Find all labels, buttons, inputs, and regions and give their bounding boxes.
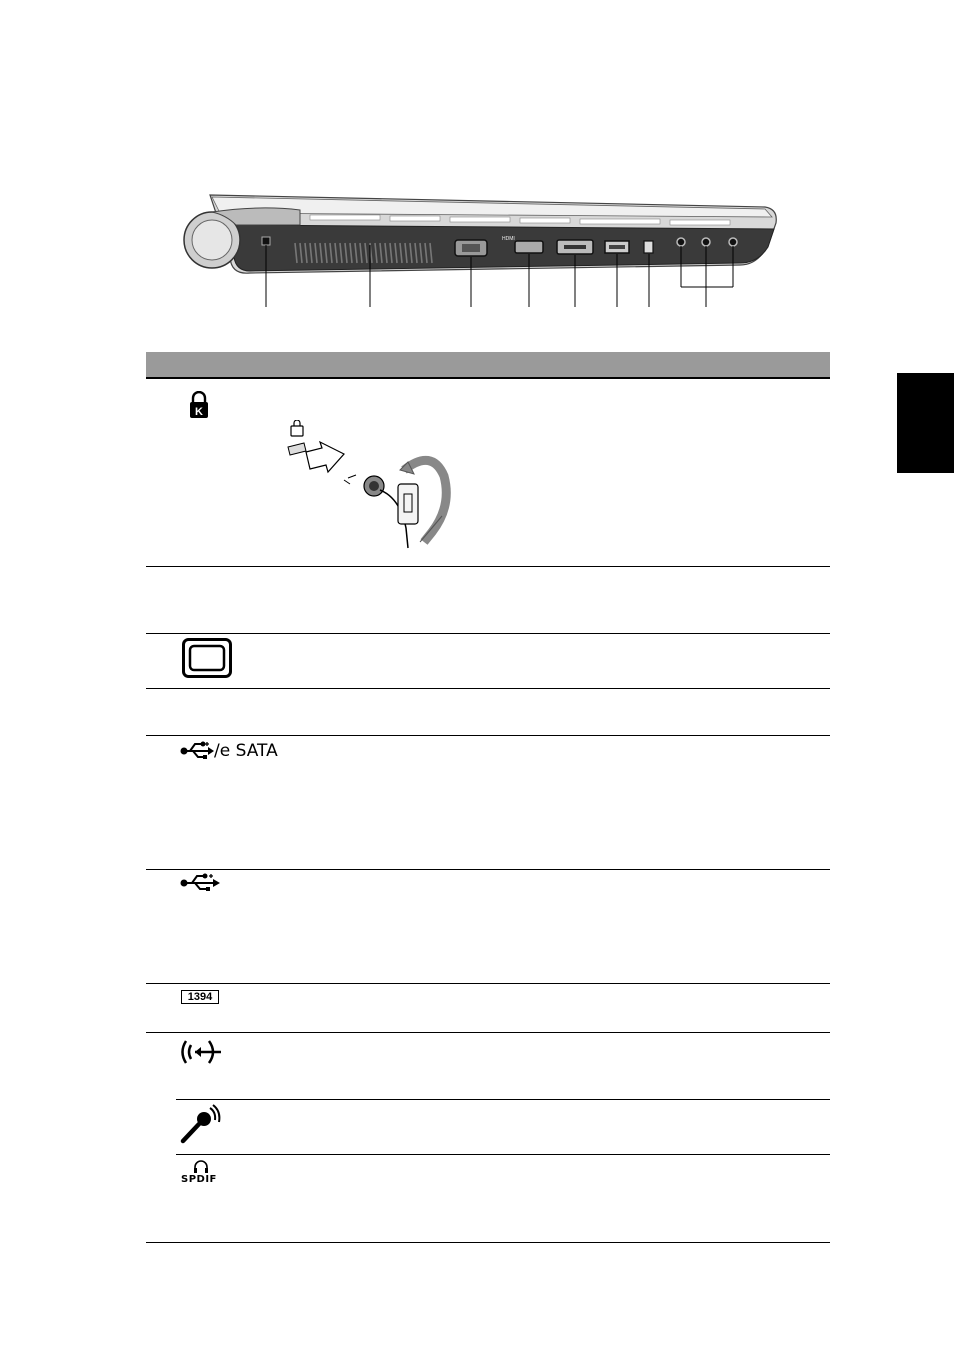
kensington-slot [262, 237, 270, 245]
headphone-jack [729, 238, 737, 246]
headphones-spdif-icon [193, 1160, 209, 1174]
row-divider [176, 1154, 830, 1155]
laptop-left-side-illustration [150, 185, 790, 315]
usb-esata-icon [180, 741, 214, 761]
hdmi-port-label: HDMI [502, 236, 515, 242]
svg-text:K: K [195, 406, 203, 418]
row-divider [146, 633, 830, 634]
row-divider [176, 1099, 830, 1100]
external-display-icon [182, 638, 232, 678]
kensington-lock-icon [189, 391, 209, 419]
microphone-jack [702, 238, 710, 246]
table-header [146, 352, 830, 379]
row-divider [146, 688, 830, 689]
line-in-icon [179, 1037, 221, 1067]
chapter-tab [897, 373, 954, 473]
lock-insertion-illustration [282, 420, 462, 552]
row-divider [146, 869, 830, 870]
table-bottom-rule [146, 1242, 830, 1243]
firewire-port [644, 241, 653, 253]
row-divider [146, 566, 830, 567]
usb-icon [180, 873, 220, 893]
hdmi-port [515, 241, 543, 253]
row-divider [146, 735, 830, 736]
spdif-label: SPDIF [181, 1174, 217, 1185]
row-divider [146, 1032, 830, 1033]
firewire-icon: 1394 [181, 990, 219, 1004]
microphone-icon [179, 1104, 221, 1144]
usb-esata-label: /e SATA [214, 741, 278, 761]
row-divider [146, 983, 830, 984]
line-in-jack [677, 238, 685, 246]
